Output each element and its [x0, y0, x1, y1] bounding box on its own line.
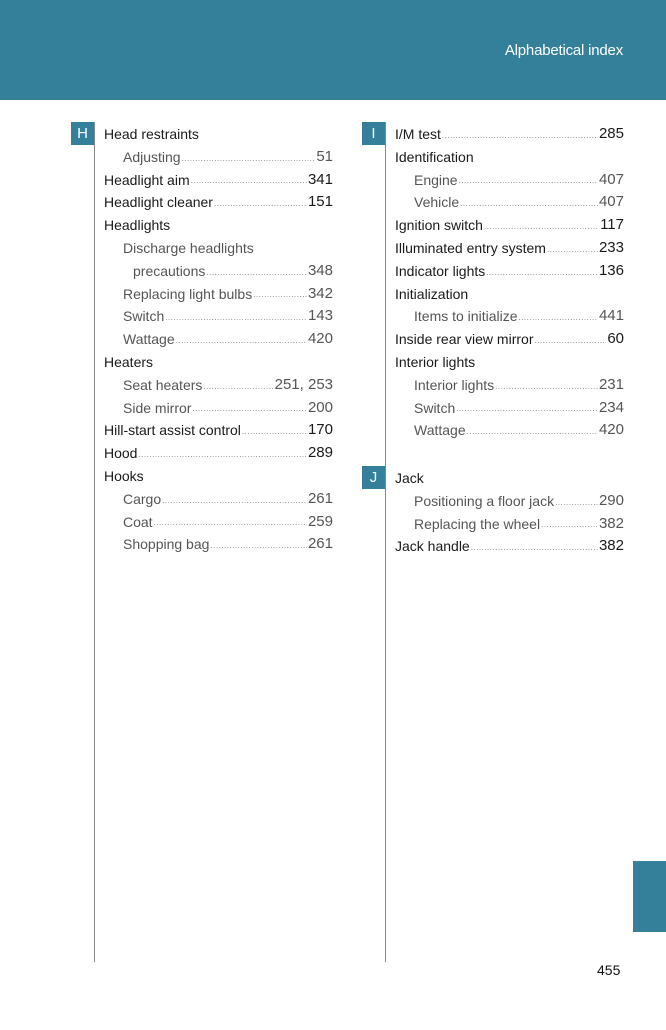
- dot-leader: [182, 146, 316, 169]
- index-subentry: [104, 397, 333, 420]
- index-entry: [104, 351, 333, 374]
- entry-page-ref: 407: [598, 170, 624, 188]
- dot-leader: [471, 535, 598, 558]
- entry-label: Indicator lights: [395, 262, 486, 279]
- entry-label: Shopping bag: [123, 536, 210, 553]
- dot-leader: [442, 123, 598, 146]
- dot-leader: [154, 511, 307, 534]
- entry-label: Interior lights: [395, 353, 476, 370]
- dot-leader: [210, 533, 307, 556]
- column-divider-left: [94, 122, 95, 962]
- entry-page-ref: 200: [307, 398, 333, 416]
- entry-label: Headlight aim: [104, 171, 190, 188]
- entry-label: Jack: [395, 470, 424, 486]
- index-entry: [104, 214, 333, 237]
- entry-page-ref: 51: [316, 147, 333, 165]
- entry-label: precautions: [133, 262, 206, 279]
- index-subentry: [104, 283, 333, 306]
- index-subentry: [104, 237, 333, 260]
- index-subentry: [395, 397, 624, 420]
- index-subentry: [395, 419, 624, 442]
- dot-leader: [534, 328, 606, 351]
- entry-label: Hood: [104, 445, 138, 462]
- entry-label: Head restraints: [104, 126, 199, 142]
- dot-leader: [547, 237, 598, 260]
- section-j: [395, 467, 624, 558]
- index-entry: [395, 260, 624, 283]
- index-entry: [104, 191, 333, 214]
- index-entry: [395, 123, 624, 146]
- entry-page-ref: 289: [307, 444, 333, 462]
- entry-page-ref: 234: [598, 398, 624, 416]
- entry-label: Hooks: [104, 467, 144, 484]
- letter-badge-i: I: [362, 122, 385, 145]
- index-entry: [395, 467, 624, 490]
- entry-label: Engine: [414, 171, 458, 188]
- entry-page-ref: 259: [307, 512, 333, 530]
- entry-page-ref: 251, 253: [274, 375, 333, 393]
- index-subentry: [395, 169, 624, 192]
- dot-leader: [192, 397, 307, 420]
- index-entry: [395, 351, 624, 374]
- entry-label: I/M test: [395, 126, 441, 142]
- index-entry: [104, 442, 333, 465]
- index-entry: [104, 419, 333, 442]
- entry-label: Cargo: [123, 490, 162, 507]
- entry-label: Items to initialize: [414, 308, 518, 325]
- dot-leader: [253, 283, 307, 306]
- entry-label: Wattage: [123, 331, 175, 348]
- index-subentry: [395, 305, 624, 328]
- entry-label: Discharge headlights: [123, 239, 254, 256]
- index-entry: [104, 169, 333, 192]
- dot-leader: [459, 169, 598, 192]
- dot-leader: [541, 513, 598, 536]
- column-divider-right: [385, 122, 386, 962]
- index-entry: [395, 237, 624, 260]
- entry-label: Wattage: [414, 422, 466, 439]
- entry-label: Replacing light bulbs: [123, 285, 253, 302]
- index-entry: [395, 283, 624, 306]
- index-subentry: [104, 374, 333, 397]
- chapter-side-tab: [633, 861, 666, 932]
- dot-leader: [191, 169, 307, 192]
- entry-label: Jack handle: [395, 538, 470, 555]
- entry-label: Coat: [123, 513, 153, 530]
- entry-label: Hill-start assist control: [104, 422, 241, 439]
- entry-label: Initialization: [395, 285, 469, 302]
- entry-label: Illuminated entry system: [395, 239, 546, 256]
- index-subentry: [104, 488, 333, 511]
- entry-page-ref: 170: [307, 421, 333, 439]
- entry-label: Interior lights: [414, 376, 495, 393]
- entry-page-ref: 441: [598, 307, 624, 325]
- entry-label: Replacing the wheel: [414, 515, 541, 532]
- index-subentry: [395, 191, 624, 214]
- index-subentry: [104, 305, 333, 328]
- index-subentry: [395, 374, 624, 397]
- dot-leader: [518, 305, 597, 328]
- entry-page-ref: 420: [307, 330, 333, 348]
- entry-page-ref: 348: [307, 261, 333, 279]
- letter-badge-j: J: [362, 466, 385, 489]
- index-subentry: [104, 533, 333, 556]
- entry-label: Identification: [395, 148, 474, 165]
- index-entry: [395, 146, 624, 169]
- dot-leader: [456, 397, 598, 420]
- entry-page-ref: 151: [307, 193, 333, 211]
- index-subentry: [104, 328, 333, 351]
- entry-label: Side mirror: [123, 399, 192, 416]
- entry-label: Heaters: [104, 353, 154, 370]
- entry-page-ref: 382: [598, 514, 624, 532]
- index-entry: [104, 123, 333, 146]
- index-entry: [104, 465, 333, 488]
- page-number: 455: [597, 962, 621, 978]
- index-subentry: [395, 513, 624, 536]
- dot-leader: [214, 191, 307, 214]
- entry-page-ref: 285: [598, 125, 624, 142]
- entry-page-ref: 117: [600, 216, 624, 234]
- dot-leader: [242, 419, 307, 442]
- entry-label: Switch: [123, 308, 165, 325]
- dot-leader: [486, 260, 598, 283]
- dot-leader: [138, 442, 307, 465]
- index-subentry: [104, 146, 333, 169]
- entry-page-ref: 341: [307, 170, 333, 188]
- entry-page-ref: 136: [598, 261, 624, 279]
- entry-page-ref: 231: [598, 375, 624, 393]
- entry-label: Inside rear view mirror: [395, 331, 534, 348]
- section-h: [104, 123, 333, 556]
- entry-page-ref: 290: [598, 491, 624, 509]
- entry-label: Switch: [414, 399, 456, 416]
- index-subentry: [104, 260, 333, 283]
- index-subentry: [395, 490, 624, 513]
- entry-label: Seat heaters: [123, 376, 203, 393]
- entry-page-ref: 233: [598, 238, 624, 256]
- entry-page-ref: 382: [598, 537, 624, 555]
- dot-leader: [555, 490, 598, 513]
- dot-leader: [484, 214, 599, 237]
- dot-leader: [165, 305, 307, 328]
- page-header: [0, 0, 666, 100]
- entry-page-ref: 407: [598, 193, 624, 211]
- header-title: Alphabetical index: [504, 42, 623, 59]
- entry-page-ref: 143: [307, 307, 333, 325]
- entry-label: Positioning a floor jack: [414, 492, 555, 509]
- dot-leader: [203, 374, 273, 397]
- entry-page-ref: 420: [598, 421, 624, 439]
- entry-label: Headlights: [104, 217, 171, 234]
- entry-label: Headlight cleaner: [104, 194, 213, 211]
- index-entry: [395, 328, 624, 351]
- dot-leader: [176, 328, 307, 351]
- section-i: [395, 123, 624, 442]
- entry-page-ref: 60: [607, 330, 624, 348]
- dot-leader: [460, 191, 598, 214]
- index-subentry: [104, 511, 333, 534]
- entry-label: Vehicle: [414, 194, 460, 211]
- dot-leader: [467, 419, 598, 442]
- entry-label: Ignition switch: [395, 217, 483, 234]
- entry-page-ref: 261: [307, 489, 333, 507]
- entry-label: Adjusting: [123, 148, 181, 165]
- index-entry: [395, 214, 624, 237]
- entry-page-ref: 342: [307, 284, 333, 302]
- dot-leader: [495, 374, 598, 397]
- dot-leader: [206, 260, 307, 283]
- letter-badge-h: H: [71, 122, 94, 145]
- index-entry: [395, 535, 624, 558]
- dot-leader: [162, 488, 307, 511]
- entry-page-ref: 261: [307, 535, 333, 553]
